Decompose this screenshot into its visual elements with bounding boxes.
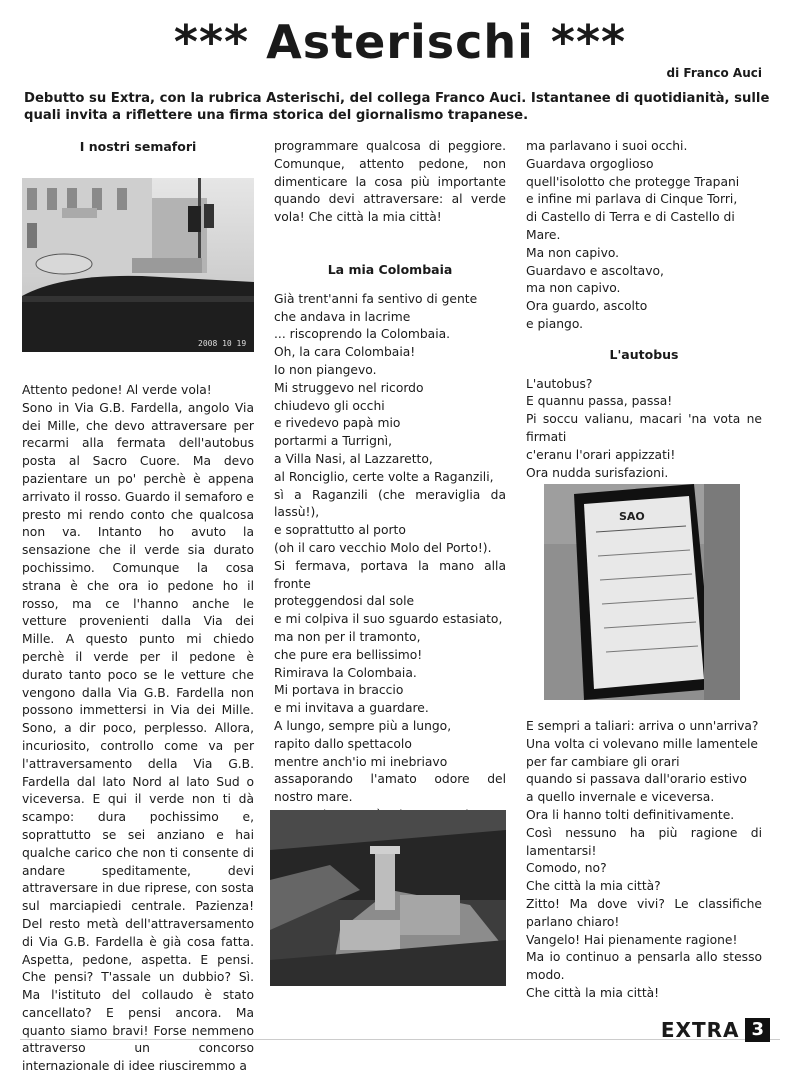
poem-line: c'eranu l'orari appizzati! [526, 447, 676, 462]
poem-line: chiudevo gli occhi [274, 398, 385, 413]
poem-line: Io non piangevo. [274, 362, 377, 377]
poem-line: (oh il caro vecchio Molo del Porto!). [274, 540, 492, 555]
poem-line: che pure era bellissimo! [274, 647, 423, 662]
paragraph: Sono in Via G.B. Fardella, angolo Via dei Mille, che devo attraversare per recarmi alla fermata dell'autobus posta al Sacro Cuore. Ma devo pazientare un po' perchè è appena arrivato il rosso. Guardo il semaforo e presto mi rendo conto che qualcosa non va. Intanto ho avuto la sensazione che il verde sia durato pochissimo. Comunque la cosa strana è che ora io pedone ho il rosso, ma ce l'hanno anche le vetture provenienti dalla Via dei Mille. A questo punto mi chiedo perchè il verde per il pedone è durato tanto poco se le vetture che vengono dalla Via G.B. Fardella non possono immettersi in Via dei Mille. Sono, a dir poco, perplesso. Allora, incuriosito, controllo come va per l'attraversamento della Via G.B. Fardella dal lato Nord al lato Sud o viceversa. E qui il verde non ti dà scampo: dura pochissimo e, soprattutto se sei anziano e hai qualche carico che non ti consente di andare speditamente, devi attraversare in due riprese, con sosta sul marciapiedi centrale. Pazienza! Del resto metà dell'attraversamento di Via G.B. Fardella è già cosa fatta. Aspetta, pedone, aspetta. E pensi. Che pensi? T'assale un dubbio? Sì. Ma l'istituto del collaudo è stato cancellato? E pensi ancora. Ma quanto siamo bravi! Forse nemmeno attraverso un concorso internazionale di idee riusciremmo a [22, 400, 254, 1074]
paragraph: programmare qualcosa di peggiore. Comunque, attento pedone, non dimenticare la cosa più importante quando devi attraversare: al verde vola! Che città la mia città! [274, 139, 506, 225]
poem-line: e soprattutto al porto [274, 523, 406, 538]
byline: di Franco Auci [666, 66, 762, 80]
poem-line: E sempri a taliari: arriva o unn'arriva? [526, 719, 759, 733]
poem-line: per far cambiare gli orari [526, 754, 680, 769]
poem-line: al Ronciglio, certe volte a Raganzili, [274, 469, 494, 484]
poem-line: Comodo, no? [526, 861, 607, 876]
poem-line: A lungo, sempre più a lungo, [274, 718, 452, 733]
page-title: *** Asterischi *** [173, 15, 627, 69]
poem-line: portarmi a Turrignì, [274, 434, 393, 449]
poem-line: quando si passava dall'orario estivo [526, 772, 747, 787]
poem-line: Mi portava in braccio [274, 683, 404, 698]
poem-autobus-continued [526, 718, 762, 1003]
colombaia-aerial-photo [270, 810, 506, 986]
poem-line: Che città la mia città? [526, 879, 661, 894]
svg-text:2008 10 19: 2008 10 19 [198, 339, 247, 348]
column-3 [526, 138, 762, 482]
column-2 [274, 138, 506, 825]
poem-line: Rimirava la Colombaia. [274, 665, 417, 680]
poem-colombaia [274, 291, 506, 825]
poem-line: Ora nudda surisfazioni. [526, 465, 669, 480]
poem-line: ... riscoprendo la Colombaia. [274, 327, 451, 342]
column-3-bottom [526, 718, 762, 1003]
poem-line: a Villa Nasi, al Lazzaretto, [274, 451, 433, 466]
poem-line: e infine mi parlava di Cinque Torri, [526, 192, 738, 207]
poem-line: Oh, la cara Colombaia! [274, 345, 416, 360]
bus-stop-sign-photo [544, 484, 740, 700]
poem-continuation [526, 138, 762, 334]
poem-line: Vangelo! Hai pienamente ragione! [526, 932, 738, 947]
poem-line: e mi invitava a guardare. [274, 701, 429, 716]
traffic-light-photo [22, 178, 254, 352]
poem-line: Guardavo e ascoltavo, [526, 263, 664, 278]
poem-line: Ora guardo, ascolto [526, 299, 648, 314]
poem-autobus [526, 376, 762, 483]
poem-line: Ma non capivo. [526, 245, 620, 260]
poem-line: Ma io continuo a pensarla allo stesso modo. [526, 950, 762, 983]
page-number: 3 [745, 1018, 770, 1042]
poem-line: Che città la mia città! [526, 985, 660, 1000]
poem-line: E quannu passa, passa! [526, 394, 673, 409]
poem-line: e mi colpiva il suo sguardo estasiato, [274, 612, 503, 627]
poem-line: ma non per il tramonto, [274, 629, 421, 644]
poem-line: di Castello di Terra e di Castello di Mare. [526, 210, 735, 242]
poem-line: Ora li hanno tolti definitivamente. [526, 807, 735, 822]
poem-line: Si fermava, portava la mano alla fronte [274, 558, 506, 591]
poem-line: ma non capivo. [526, 281, 621, 296]
poem-line: Pi soccu valianu, macari 'na vota ne firmati [526, 412, 762, 444]
section-heading-semafori: I nostri semafori [79, 139, 197, 154]
poem-line: rapito dallo spettacolo [274, 736, 412, 751]
poem-line: mentre anch'io mi inebriavo [274, 754, 448, 769]
poem-line: ma parlavano i suoi occhi. [526, 139, 688, 153]
poem-line: che andava in lacrime [274, 309, 411, 324]
poem-line: e piango. [526, 316, 584, 331]
poem-line: Una volta ci volevano mille lamentele [526, 736, 758, 751]
poem-line: Guardava orgoglioso [526, 156, 654, 171]
poem-line: L'autobus? [526, 376, 593, 391]
intro-paragraph: Debutto su Extra, con la rubrica Asterischi, del collega Franco Auci. Istantanee di quotidianità, sulle quali invita a riflettere una firma storica del giornalismo trapanese. [24, 91, 770, 123]
poem-line: Già trent'anni fa sentivo di gente [274, 291, 478, 306]
magazine-name: EXTRA [660, 1018, 740, 1042]
column-1 [22, 138, 254, 156]
poem-line: e rivedevo papà mio [274, 416, 401, 431]
section-heading-autobus: L'autobus [609, 346, 679, 362]
paragraph: Attento pedone! Al verde vola! [22, 383, 212, 397]
page-footer [661, 1018, 770, 1042]
poem-line: proteggendosi dal sole [274, 594, 415, 609]
poem-line: Zitto! Ma dove vivi? Le classifiche parlano chiaro! [526, 896, 762, 929]
poem-line: Così nessuno ha più ragione di lamentarsi! [526, 825, 762, 858]
poem-line: sì a Raganzili (che meraviglia da lassù!), [274, 487, 506, 520]
poem-line: assaporando l'amato odore del nostro mare. [274, 772, 506, 805]
svg-text:SAO: SAO [619, 510, 645, 523]
poem-line: Mi struggevo nel ricordo [274, 380, 424, 395]
column-1-text [22, 382, 254, 1076]
poem-line: quell'isolotto che protegge Trapani [526, 174, 740, 189]
section-heading-colombaia: La mia Colombaia [327, 261, 453, 277]
poem-line: a quello invernale e viceversa. [526, 790, 715, 805]
